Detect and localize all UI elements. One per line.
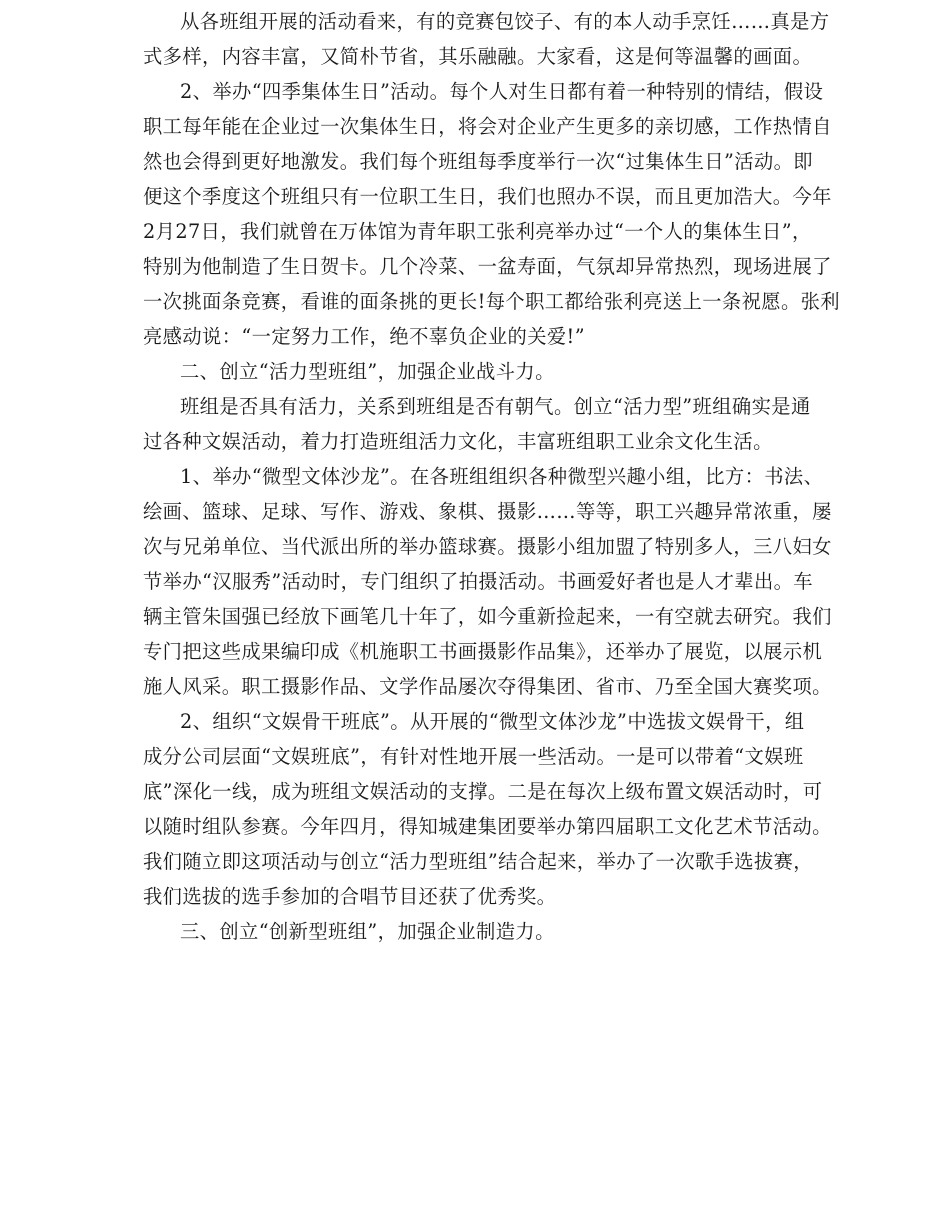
section-heading: 二、创立“活力型班组”，加强企业战斗力。: [180, 360, 555, 383]
paragraph-line: 我们随立即这项活动与创立“活力型班组”结合起来，举办了一次歌手选拔赛，: [143, 850, 813, 873]
paragraph-line: 然也会得到更好地激发。我们每个班组每季度举行一次“过集体生日”活动。即: [143, 150, 813, 173]
paragraph-line: 2月27日，我们就曾在万体馆为青年职工张利亮举办过“一个人的集体生日”，: [143, 220, 812, 243]
paragraph-line: 从各班组开展的活动看来，有的竞赛包饺子、有的本人动手烹饪……真是方: [180, 10, 830, 33]
paragraph-line: 以随时组队参赛。今年四月，得知城建集团要举办第四届职工文化艺术节活动。: [143, 815, 832, 838]
paragraph-line: 2、举办“四季集体生日”活动。每个人对生日都有着一种特别的情结，假设: [180, 80, 824, 103]
paragraph-line: 专门把这些成果编印成《机施职工书画摄影作品集》，还举办了展览，以展示机: [143, 640, 823, 663]
paragraph-line: 底”深化一线，成为班组文娱活动的支撑。二是在每次上级布置文娱活动时，可: [143, 780, 823, 803]
paragraph-line: 亮感动说：“一定努力工作，绝不辜负企业的关爱!”: [143, 325, 585, 348]
paragraph-line: 一次挑面条竞赛，看谁的面条挑的更长!每个职工都给张利亮送上一条祝愿。张利: [143, 290, 840, 313]
paragraph-line: 2、组织“文娱骨干班底”。从开展的“微型文体沙龙”中选拔文娱骨干，组: [180, 710, 805, 733]
paragraph-line: 职工每年能在企业过一次集体生日，将会对企业产生更多的亲切感，工作热情自: [143, 115, 832, 138]
paragraph-line: 辆主管朱国强已经放下画笔几十年了，如今重新捡起来，一有空就去研究。我们: [143, 605, 832, 628]
paragraph-line: 特别为他制造了生日贺卡。几个冷菜、一盆寿面，气氛却异常热烈，现场进展了: [143, 255, 832, 278]
paragraph-line: 我们选拔的选手参加的合唱节目还获了优秀奖。: [143, 885, 557, 908]
paragraph-line: 成分公司层面“文娱班底”，有针对性地开展一些活动。一是可以带着“文娱班: [143, 745, 804, 768]
paragraph-line: 式多样，内容丰富，又简朴节省，其乐融融。大家看，这是何等温馨的画面。: [143, 45, 813, 68]
paragraph-line: 节举办“汉服秀”活动时，专门组织了拍摄活动。书画爱好者也是人才辈出。车: [143, 570, 813, 593]
paragraph-line: 次与兄弟单位、当代派出所的举办篮球赛。摄影小组加盟了特别多人，三八妇女: [143, 535, 832, 558]
section-heading: 三、创立“创新型班组”，加强企业制造力。: [180, 920, 555, 943]
paragraph-line: 施人风采。职工摄影作品、文学作品屡次夺得集团、省市、乃至全国大赛奖项。: [143, 675, 832, 698]
paragraph-line: 班组是否具有活力，关系到班组是否有朝气。创立“活力型”班组确实是通: [180, 395, 811, 418]
paragraph-line: 便这个季度这个班组只有一位职工生日，我们也照办不误，而且更加浩大。今年: [143, 185, 832, 208]
paragraph-line: 1、举办“微型文体沙龙”。在各班组组织各种微型兴趣小组，比方：书法、: [180, 465, 824, 488]
paragraph-line: 过各种文娱活动，着力打造班组活力文化，丰富班组职工业余文化生活。: [143, 430, 773, 453]
paragraph-line: 绘画、篮球、足球、写作、游戏、象棋、摄影……等等，职工兴趣异常浓重，屡: [143, 500, 832, 523]
